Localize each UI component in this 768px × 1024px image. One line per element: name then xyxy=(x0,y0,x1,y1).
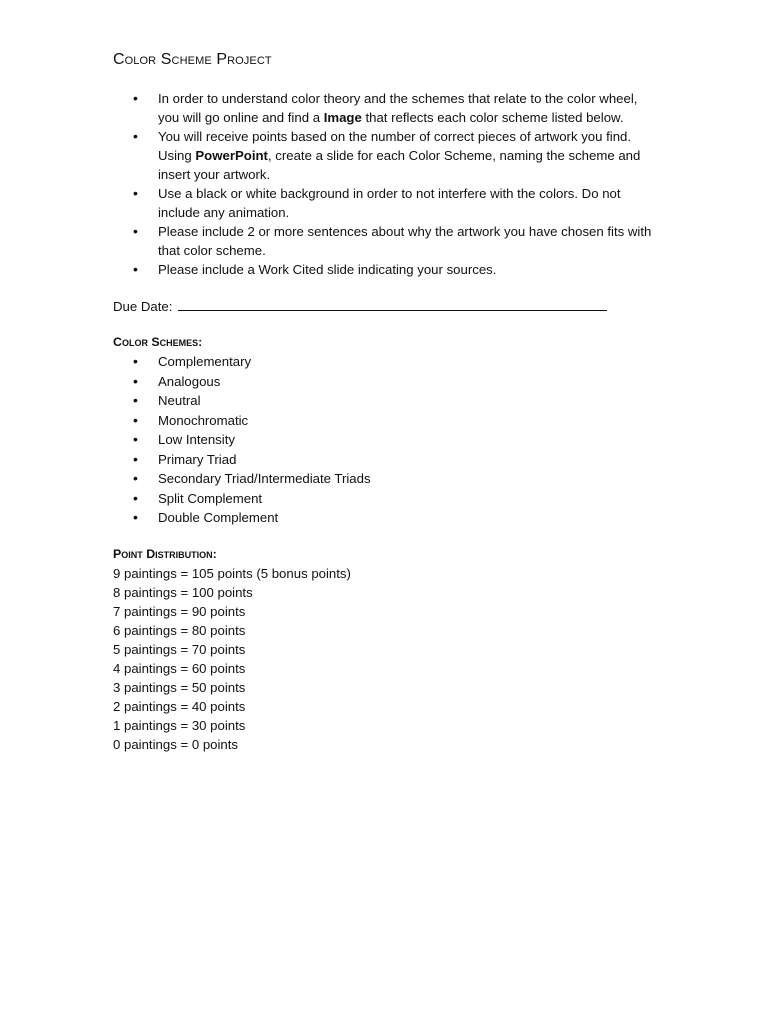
instruction-item xyxy=(113,184,658,222)
instruction-item xyxy=(113,127,658,184)
point-distribution-list xyxy=(113,564,658,754)
instruction-text: In order to understand color theory and the schemes that relate to the color wheel, you will go online and find a xyxy=(158,91,638,125)
instruction-item xyxy=(113,89,658,127)
due-date-blank-line xyxy=(178,295,607,311)
due-date-label: Due Date: xyxy=(113,299,173,314)
point-distribution-row: 4 paintings = 60 points xyxy=(113,660,246,676)
point-distribution-row: 9 paintings = 105 points (5 bonus points) xyxy=(113,565,351,581)
instruction-emphasis: Image xyxy=(323,110,362,125)
instruction-text: Please include 2 or more sentences about why the artwork you have chosen fits with that color scheme. xyxy=(158,224,652,258)
color-scheme-item: • Low Intensity xyxy=(113,430,658,450)
instruction-text: Please include a Work Cited slide indicating your sources. xyxy=(158,262,497,277)
color-scheme-item: • Analogous xyxy=(113,372,658,392)
color-schemes-list xyxy=(113,352,658,528)
instruction-text: that reflects each color scheme listed below. xyxy=(361,110,624,125)
instruction-item xyxy=(113,260,658,279)
color-scheme-item: • Complementary xyxy=(113,352,658,372)
point-distribution-row: 1 paintings = 30 points xyxy=(113,717,246,733)
color-scheme-item: • Double Complement xyxy=(113,508,658,528)
point-distribution-row: 7 paintings = 90 points xyxy=(113,603,246,619)
instruction-item xyxy=(113,222,658,260)
point-distribution-heading: Point Distribution: xyxy=(113,546,217,561)
document-page xyxy=(113,50,658,754)
instruction-text: You will receive points based on the number of correct pieces of artwork you find. Using xyxy=(158,129,632,163)
point-distribution-row: 2 paintings = 40 points xyxy=(113,698,246,714)
instructions-list xyxy=(113,89,658,279)
color-schemes-heading: Color Schemes: xyxy=(113,335,203,349)
instruction-emphasis: PowerPoint xyxy=(195,148,268,163)
color-scheme-item: • Neutral xyxy=(113,391,658,411)
point-distribution-row: 8 paintings = 100 points xyxy=(113,584,253,600)
point-distribution-row: 6 paintings = 80 points xyxy=(113,622,246,638)
instruction-text: , create a slide for each Color Scheme, naming the scheme and insert your artwork. xyxy=(158,148,641,182)
due-date-row xyxy=(113,295,658,316)
point-distribution-row: 0 paintings = 0 points xyxy=(113,736,239,752)
point-distribution-row: 3 paintings = 50 points xyxy=(113,679,246,695)
document-title: Color Scheme Project xyxy=(113,51,272,68)
color-scheme-item: • Primary Triad xyxy=(113,450,658,470)
color-scheme-item: • Split Complement xyxy=(113,489,658,509)
instruction-text: Use a black or white background in order to not interfere with the colors. Do not include any animation. xyxy=(158,186,621,220)
color-scheme-item: • Secondary Triad/Intermediate Triads xyxy=(113,469,658,489)
point-distribution-row: 5 paintings = 70 points xyxy=(113,641,246,657)
color-scheme-item: • Monochromatic xyxy=(113,411,658,431)
